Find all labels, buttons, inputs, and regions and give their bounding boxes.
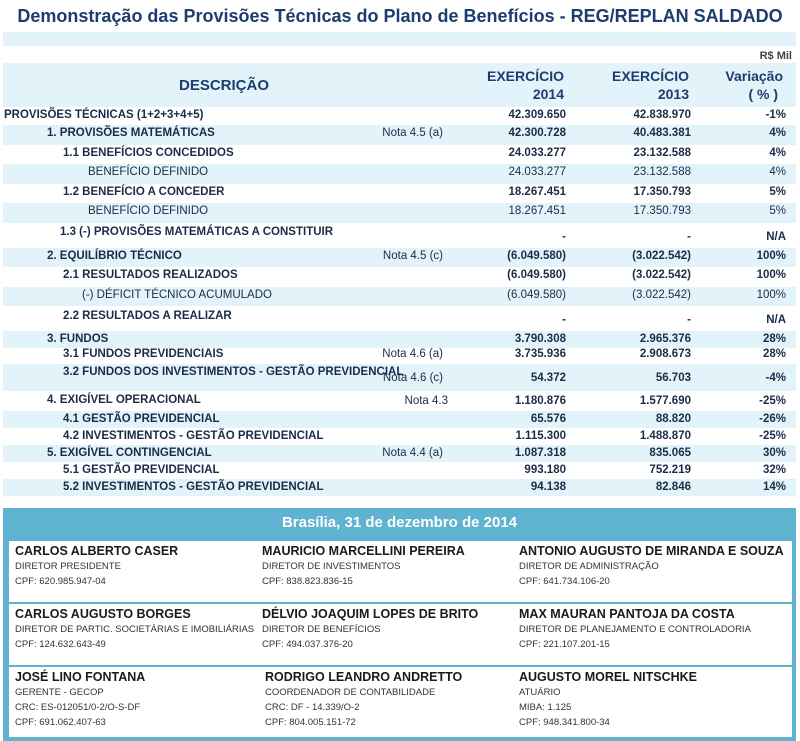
signer-id: CPF: 494.037.376-20 [262, 639, 353, 650]
table-row: (-) DÉFICIT TÉCNICO ACUMULADO (6.049.580) (3.022.542) 100% [3, 287, 796, 307]
table-header [3, 63, 796, 107]
table-row: 2.1 RESULTADOS REALIZADOS (6.049.580) (3.022.542) 100% [63, 269, 786, 281]
signer-name: DÉLVIO JOAQUIM LOPES DE BRITO [262, 607, 479, 621]
table-row: 5. EXIGÍVEL CONTINGENCIAL Nota 4.4 (a) 1.087.318 835.065 30% [3, 445, 796, 462]
signer-role: DIRETOR PRESIDENTE [15, 561, 121, 572]
signature-block [262, 544, 465, 588]
signer-id: CPF: 838.823.836-15 [262, 576, 353, 587]
signer-id: CPF: 620.985.947-04 [15, 576, 106, 587]
header-ex2013-year: 2013 [657, 86, 689, 102]
page-title: Demonstração das Provisões Técnicas do Plano de Benefícios - REG/REPLAN SALDADO [17, 6, 783, 26]
title-underband [3, 32, 796, 46]
signer-id: MIBA: 1.125 [519, 702, 572, 713]
signer-role: GERENTE - GECOP [15, 687, 104, 698]
table-row: 4.1 GESTÃO PREVIDENCIAL 65.576 88.820 -26% [3, 411, 796, 428]
signer-name: CARLOS ALBERTO CASER [15, 544, 179, 558]
signer-name: CARLOS AUGUSTO BORGES [15, 607, 191, 621]
signer-name: RODRIGO LEANDRO ANDRETTO [265, 670, 463, 684]
signer-id: CRC: ES-012051/0-2/O-S-DF [15, 702, 141, 713]
signer-name: JOSÉ LINO FONTANA [15, 670, 146, 684]
signer-role: COORDENADOR DE CONTABILIDADE [265, 687, 436, 698]
table-row: 4. EXIGÍVEL OPERACIONAL Nota 4.3 1.180.876 1.577.690 -25% [47, 394, 786, 407]
signature-panel [3, 508, 796, 741]
signer-name: MAX MAURAN PANTOJA DA COSTA [519, 607, 735, 621]
signature-row [9, 541, 792, 602]
place-date: Brasília, 31 de dezembro de 2014 [281, 514, 518, 531]
signature-block [519, 670, 697, 729]
signature-block [519, 607, 751, 651]
signer-cpf: CPF: 691.062.407-63 [15, 717, 106, 728]
signature-block [15, 670, 145, 729]
signature-row [9, 604, 792, 665]
signer-role: DIRETOR DE PLANEJAMENTO E CONTROLADORIA [519, 624, 751, 635]
signer-id: CRC: DF - 14.339/O-2 [265, 702, 360, 713]
table-row: BENEFÍCIO DEFINIDO 24.033.277 23.132.588 4% [3, 164, 796, 184]
signature-block [262, 607, 478, 651]
table-row: 1. PROVISÕES MATEMÁTICAS Nota 4.5 (a) 42.300.728 40.483.381 4% [3, 125, 796, 145]
table-row: 5.2 INVESTIMENTOS - GESTÃO PREVIDENCIAL 94.138 82.846 14% [3, 479, 796, 496]
signer-role: DIRETOR DE INVESTIMENTOS [262, 561, 401, 572]
table-row: 2.2 RESULTADOS A REALIZAR - - N/A [63, 310, 786, 326]
table-row: 3.1 FUNDOS PREVIDENCIAIS Nota 4.6 (a) 3.735.936 2.908.673 28% [63, 348, 786, 360]
signer-id: CPF: 641.734.106-20 [519, 576, 610, 587]
signature-block [15, 544, 178, 588]
signer-name: AUGUSTO MOREL NITSCHKE [519, 670, 698, 684]
signer-id: CPF: 221.107.201-15 [519, 639, 610, 650]
table-row: 2. EQUILÍBRIO TÉCNICO Nota 4.5 (c) (6.049.580) (3.022.542) 100% [3, 248, 796, 268]
provisions-table [3, 107, 796, 496]
signer-id: CPF: 124.632.643-49 [15, 639, 106, 650]
table-row: 3.2 FUNDOS DOS INVESTIMENTOS - GESTÃO PREVIDENCIAL Nota 4.6 (c) 54.372 56.703 -4% [3, 364, 796, 391]
header-ex2013-label: EXERCÍCIO [611, 68, 689, 84]
signer-role: ATUÁRIO [519, 687, 561, 698]
signature-block [519, 544, 784, 588]
signature-row [9, 667, 792, 737]
table-row: 5.1 GESTÃO PREVIDENCIAL 993.180 752.219 32% [63, 464, 786, 476]
currency-unit: R$ Mil [759, 50, 792, 62]
header-descricao: DESCRIÇÃO [179, 77, 270, 94]
table-row: 1.2 BENEFÍCIO A CONCEDER 18.267.451 17.350.793 5% [63, 185, 786, 198]
table-row: 1.1 BENEFÍCIOS CONCEDIDOS 24.033.277 23.132.588 4% [63, 146, 786, 159]
header-variacao-label: Variação [725, 68, 783, 84]
signature-block [265, 670, 462, 729]
signer-role: DIRETOR DE ADMINISTRAÇÃO [519, 561, 659, 572]
signature-block [15, 607, 254, 651]
header-ex2014-label: EXERCÍCIO [486, 68, 564, 84]
signer-cpf: CPF: 948.341.800-34 [519, 717, 610, 728]
signer-name: ANTONIO AUGUSTO DE MIRANDA E SOUZA [519, 544, 784, 558]
header-variacao-unit: ( % ) [748, 86, 778, 102]
table-row: BENEFÍCIO DEFINIDO 18.267.451 17.350.793 5% [3, 203, 796, 223]
signer-role: DIRETOR DE BENEFÍCIOS [262, 624, 381, 635]
table-row: PROVISÕES TÉCNICAS (1+2+3+4+5) 42.309.650 42.838.970 -1% [4, 109, 786, 121]
signer-name: MAURICIO MARCELLINI PEREIRA [262, 544, 465, 558]
signer-role: DIRETOR DE PARTIC. SOCIETÁRIAS E IMOBILIÁRIAS [15, 624, 255, 635]
table-row: 1.3 (-) PROVISÕES MATEMÁTICAS A CONSTITUIR - - N/A [60, 225, 786, 243]
signer-cpf: CPF: 804.005.151-72 [265, 717, 356, 728]
table-row: 3. FUNDOS 3.790.308 2.965.376 28% [3, 331, 796, 348]
header-ex2014-year: 2014 [532, 86, 564, 102]
table-row: 4.2 INVESTIMENTOS - GESTÃO PREVIDENCIAL 1.115.300 1.488.870 -25% [63, 430, 786, 442]
